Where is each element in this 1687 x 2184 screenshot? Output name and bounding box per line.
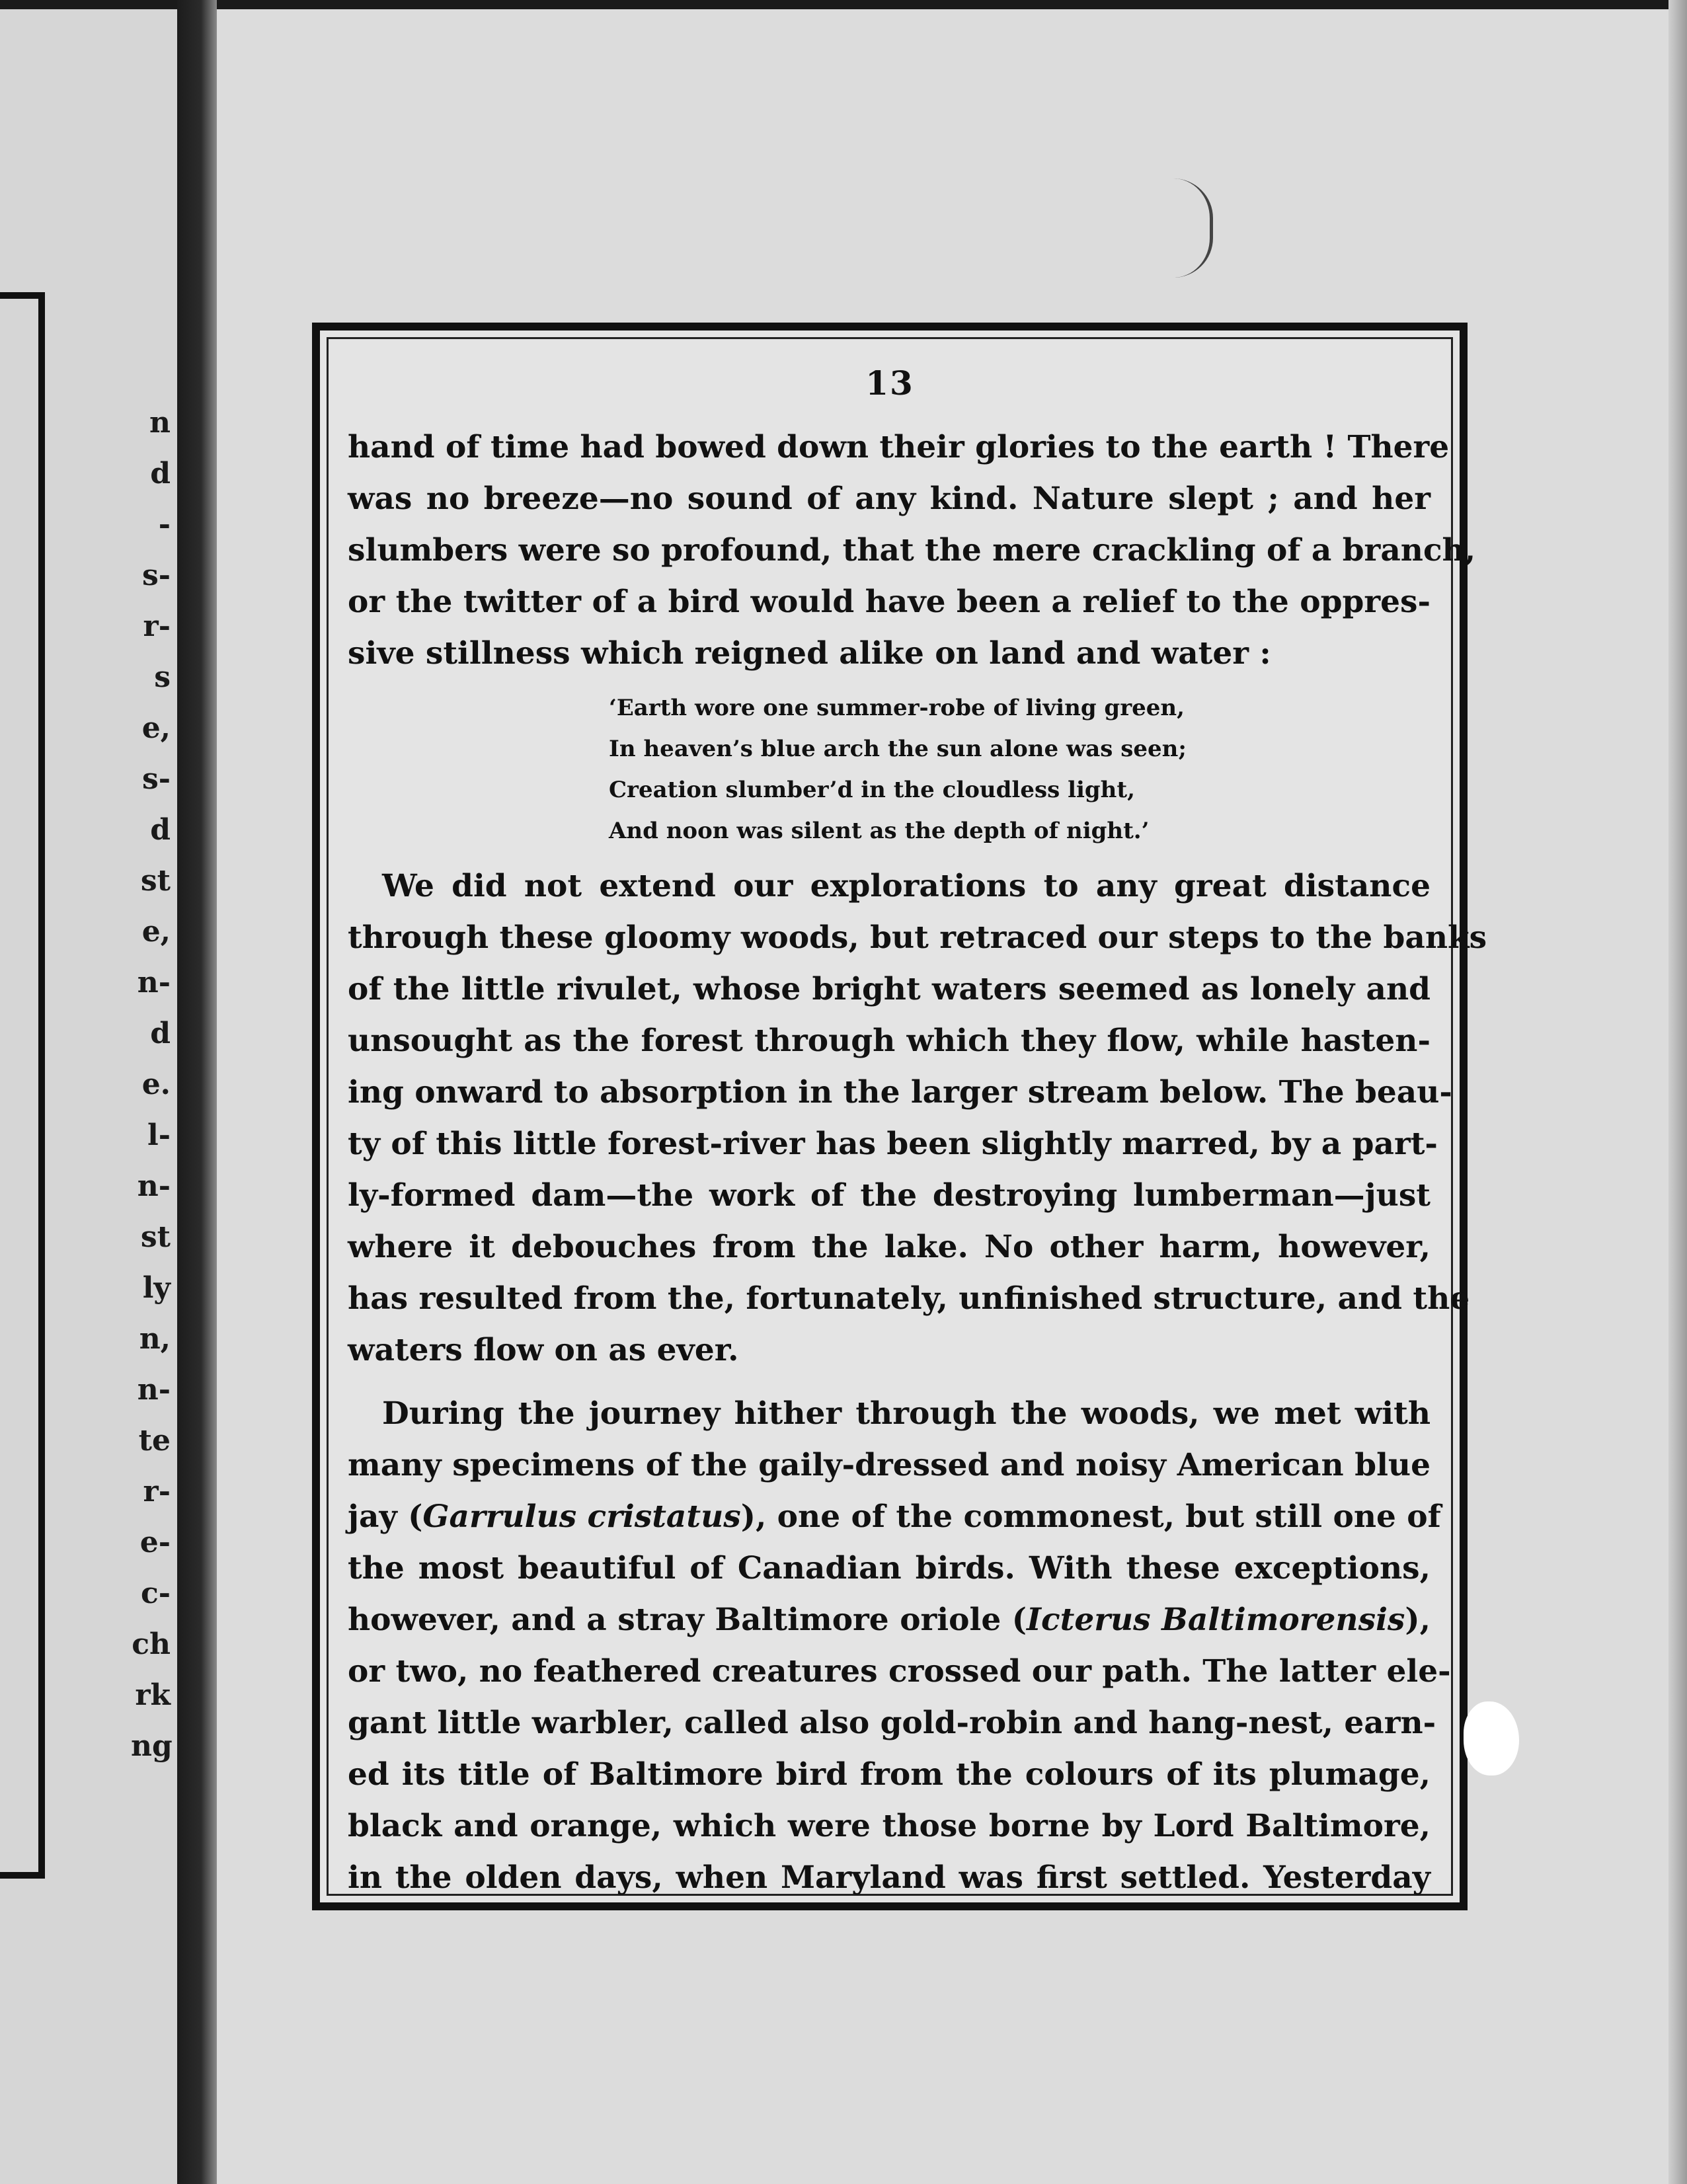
- text-fragment: however, and a stray Baltimore oriole (: [348, 1602, 1027, 1638]
- left-page-fragment: s: [154, 660, 171, 694]
- latin-name-blue-jay: Garrulus cristatus: [422, 1499, 741, 1535]
- left-page-fragment: ch: [132, 1627, 171, 1661]
- poem-line: ‘Earth wore one summer-robe of living green,: [609, 695, 1185, 721]
- scan-artifact-mark: [1170, 178, 1213, 278]
- text-line: where it debouches from the lake. No other harm, however,: [348, 1229, 1431, 1265]
- left-page-fragment: s-: [141, 762, 171, 796]
- poem-line: Creation slumber’d in the cloudless light,: [609, 777, 1135, 803]
- page-body: [348, 422, 1487, 1904]
- text-line: slumbers were so profound, that the mere crackling of a branch,: [348, 532, 1476, 568]
- left-page-fragment: c-: [140, 1577, 171, 1610]
- poem-line: In heaven’s blue arch the sun alone was seen;: [609, 736, 1187, 762]
- text-line: in the olden days, when Maryland was first settled. Yesterday: [348, 1859, 1431, 1896]
- left-page-fragment: -: [158, 508, 171, 541]
- text-line: ly-formed dam—the work of the destroying lumberman—just: [348, 1177, 1431, 1214]
- left-page-fragment: d: [150, 457, 171, 490]
- page-number: 13: [865, 364, 914, 403]
- left-page-fragment: ng: [131, 1729, 173, 1763]
- left-page-fragment: st: [140, 1220, 171, 1254]
- text-line: or two, no feathered creatures crossed our path. The latter ele-: [348, 1653, 1451, 1690]
- poem-quotation: [348, 687, 1431, 851]
- text-line: ing onward to absorption in the larger stream below. The beau-: [348, 1074, 1452, 1111]
- text-fragment: ), one of the commonest, but still one of: [740, 1499, 1441, 1535]
- latin-name-oriole: Icterus Baltimorensis: [1027, 1602, 1405, 1638]
- left-page-fragment: e-: [139, 1526, 171, 1559]
- text-line: unsought as the forest through which they flow, while hasten-: [348, 1023, 1431, 1059]
- text-fragment: ),: [1405, 1602, 1431, 1638]
- text-line-with-latin-name: [348, 1491, 1441, 1543]
- left-page-fragment: n-: [137, 966, 171, 999]
- text-line: ty of this little forest-river has been slightly marred, by a part-: [348, 1126, 1438, 1162]
- scan-top-edge: [0, 0, 1687, 9]
- left-page-fragment: n-: [137, 1373, 171, 1407]
- left-page-fragment: l-: [147, 1118, 171, 1152]
- scan-right-edge: [1668, 0, 1687, 2184]
- left-page-fragment: r-: [143, 1475, 171, 1508]
- page-frame: [312, 323, 1487, 1910]
- text-line: We did not extend our explorations to any great distance: [382, 868, 1431, 904]
- left-page-fragment: rk: [135, 1678, 171, 1712]
- text-line-with-latin-name: [348, 1594, 1431, 1646]
- left-page-fragment: e,: [141, 711, 171, 745]
- text-line: many specimens of the gaily-dressed and noisy American blue: [348, 1447, 1431, 1483]
- left-page-fragment: te: [138, 1424, 171, 1458]
- paragraph-3: [348, 1388, 1451, 1904]
- paragraph-2: [348, 861, 1487, 1376]
- left-page-fragment: e,: [141, 915, 171, 949]
- left-page-fragment: e.: [141, 1068, 171, 1101]
- poem-line: And noon was silent as the depth of night.’: [609, 818, 1150, 844]
- left-page-fragment: ly: [142, 1271, 171, 1305]
- text-line: hand of time had bowed down their glories to the earth ! There: [348, 429, 1450, 465]
- text-line: has resulted from the, fortunately, unfinished structure, and the: [348, 1280, 1470, 1317]
- book-spine-shadow: [177, 0, 217, 2184]
- left-page-frame: [0, 292, 45, 1879]
- text-line: the most beautiful of Canadian birds. With these exceptions,: [348, 1550, 1431, 1586]
- text-line: was no breeze—no sound of any kind. Nature slept ; and her: [348, 481, 1431, 517]
- left-page-fragment: d: [150, 813, 171, 847]
- text-fragment: jay (: [348, 1499, 423, 1535]
- text-line: sive stillness which reigned alike on land and water :: [348, 635, 1271, 672]
- text-line: ed its title of Baltimore bird from the colours of its plumage,: [348, 1756, 1431, 1793]
- text-line: gant little warbler, called also gold-robin and hang-nest, earn-: [348, 1705, 1436, 1741]
- left-page-fragment: st: [140, 864, 171, 898]
- left-page-fragment: n,: [139, 1322, 171, 1356]
- text-line: through these gloomy woods, but retraced our steps to the banks: [348, 919, 1487, 956]
- left-page-fragment: n: [149, 406, 171, 440]
- adjacent-left-page: [0, 9, 177, 2184]
- paper-hole-artifact: [1464, 1701, 1519, 1775]
- left-page-fragment: n-: [137, 1169, 171, 1203]
- left-page-fragment: r-: [143, 609, 171, 643]
- left-page-fragment: d: [150, 1017, 171, 1050]
- text-line: waters flow on as ever.: [348, 1332, 739, 1368]
- text-line: black and orange, which were those borne by Lord Baltimore,: [348, 1808, 1431, 1844]
- paragraph-1: [348, 422, 1476, 680]
- left-page-fragment: s-: [141, 559, 171, 592]
- text-line: of the little rivulet, whose bright waters seemed as lonely and: [348, 971, 1431, 1007]
- text-line: During the journey hither through the woods, we met with: [382, 1395, 1431, 1432]
- text-line: or the twitter of a bird would have been a relief to the oppres-: [348, 584, 1431, 620]
